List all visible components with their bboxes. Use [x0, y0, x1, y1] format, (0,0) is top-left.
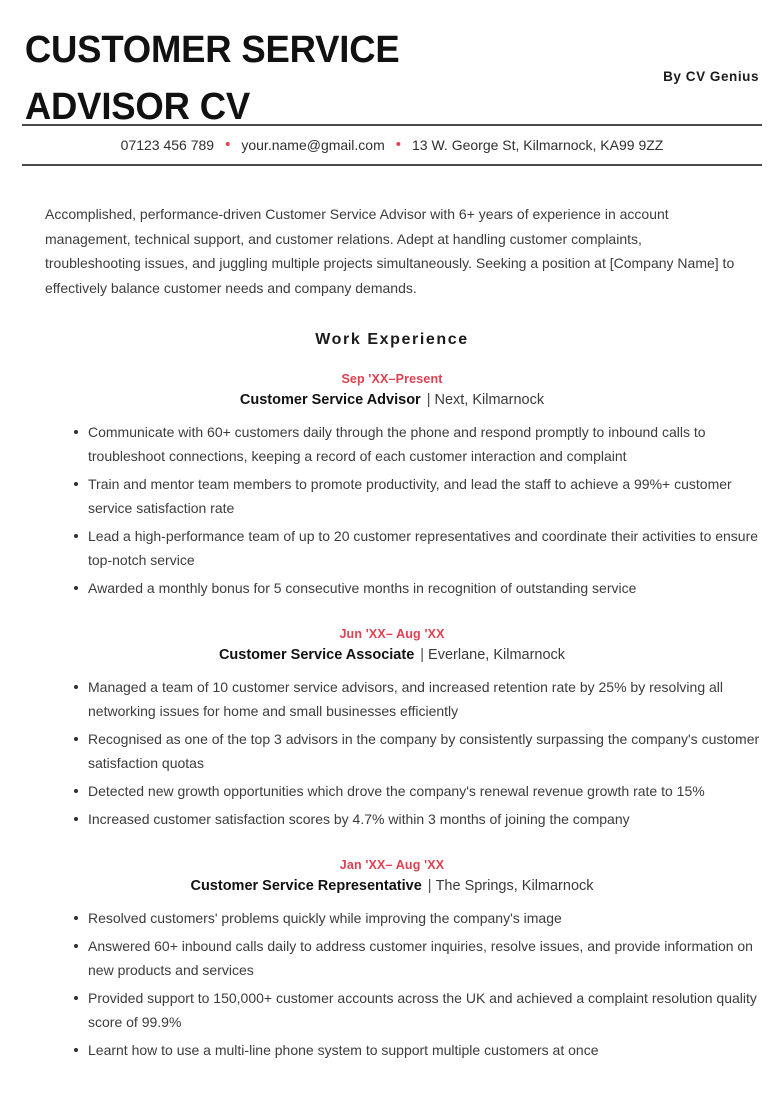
work-experience-entry — [22, 626, 762, 831]
job-bullet: Answered 60+ inbound calls daily to address customer inquiries, resolve issues, and provide information on new products and services — [44, 934, 762, 982]
work-experience-entry — [22, 371, 762, 600]
job-bullet: Train and mentor team members to promote productivity, and lead the staff to achieve a 99%+ customer service satisfaction rate — [44, 472, 762, 520]
job-bullet: Awarded a monthly bonus for 5 consecutive months in recognition of outstanding service — [44, 576, 762, 600]
work-experience-list — [22, 371, 762, 1062]
job-title-line — [22, 644, 762, 666]
job-company: The Springs, Kilmarnock — [435, 878, 594, 894]
job-bullet: Lead a high-performance team of up to 20 customer representatives and coordinate their activities to ensure top-notch service — [44, 524, 762, 572]
job-title-line — [22, 389, 762, 411]
job-bullet: Recognised as one of the top 3 advisors in the company by consistently surpassing the company's customer satisfaction quotas — [44, 727, 762, 775]
job-separator-icon: | — [427, 878, 432, 894]
job-bullet-list — [22, 675, 762, 831]
job-separator-icon: | — [426, 392, 431, 408]
job-title-line — [22, 875, 762, 897]
job-dates: Jun 'XX– Aug 'XX — [339, 627, 445, 641]
contact-separator-icon: • — [395, 136, 402, 153]
job-title: Customer Service Advisor — [239, 392, 421, 408]
job-bullet: Detected new growth opportunities which drove the company's renewal revenue growth rate to 15% — [44, 779, 762, 803]
job-bullet: Learnt how to use a multi-line phone system to support multiple customers at once — [44, 1038, 762, 1062]
contact-address: 13 W. George St, Kilmarnock, KA99 9ZZ — [412, 137, 664, 153]
page-title: CUSTOMER SERVICE ADVISOR CV — [24, 29, 400, 128]
job-bullet: Resolved customers' problems quickly while improving the company's image — [44, 906, 762, 930]
job-dates: Jan 'XX– Aug 'XX — [339, 858, 445, 872]
job-dates: Sep 'XX–Present — [341, 372, 443, 386]
job-separator-icon: | — [420, 647, 425, 663]
job-title: Customer Service Representative — [190, 878, 422, 894]
job-company: Everlane, Kilmarnock — [428, 647, 566, 663]
job-bullet-list — [22, 420, 762, 600]
job-title: Customer Service Associate — [218, 647, 415, 663]
professional-summary: Accomplished, performance-driven Customer Service Advisor with 6+ years of experience in account management, technical support, and customer relations. Adept at handling customer complaints, troubleshooting issues, and juggling multiple projects simultaneously. Seeking a position at [Company Name] to effectively balance customer needs and company demands. — [45, 206, 735, 296]
job-bullet: Communicate with 60+ customers daily through the phone and respond promptly to inbound calls to troubleshoot connections, keeping a record of each customer interaction and complaint — [44, 420, 762, 468]
cv-header — [22, 0, 762, 128]
contact-phone: 07123 456 789 — [120, 137, 215, 153]
section-heading-work-experience: Work Experience — [315, 331, 469, 348]
job-bullet-list — [22, 906, 762, 1062]
work-experience-entry — [22, 857, 762, 1062]
header-divider-bottom — [22, 164, 762, 166]
contact-separator-icon: • — [225, 136, 231, 153]
job-bullet: Managed a team of 10 customer service advisors, and increased retention rate by 25% by resolving all networking issues for home and small businesses efficiently — [44, 675, 762, 723]
byline: By CV Genius — [663, 69, 759, 84]
job-company: Next, Kilmarnock — [434, 392, 545, 408]
contact-email: your.name@gmail.com — [241, 137, 385, 153]
job-bullet: Increased customer satisfaction scores by 4.7% within 3 months of joining the company — [44, 807, 762, 831]
job-bullet: Provided support to 150,000+ customer accounts across the UK and achieved a complaint resolution quality score of 99.9% — [44, 986, 762, 1034]
